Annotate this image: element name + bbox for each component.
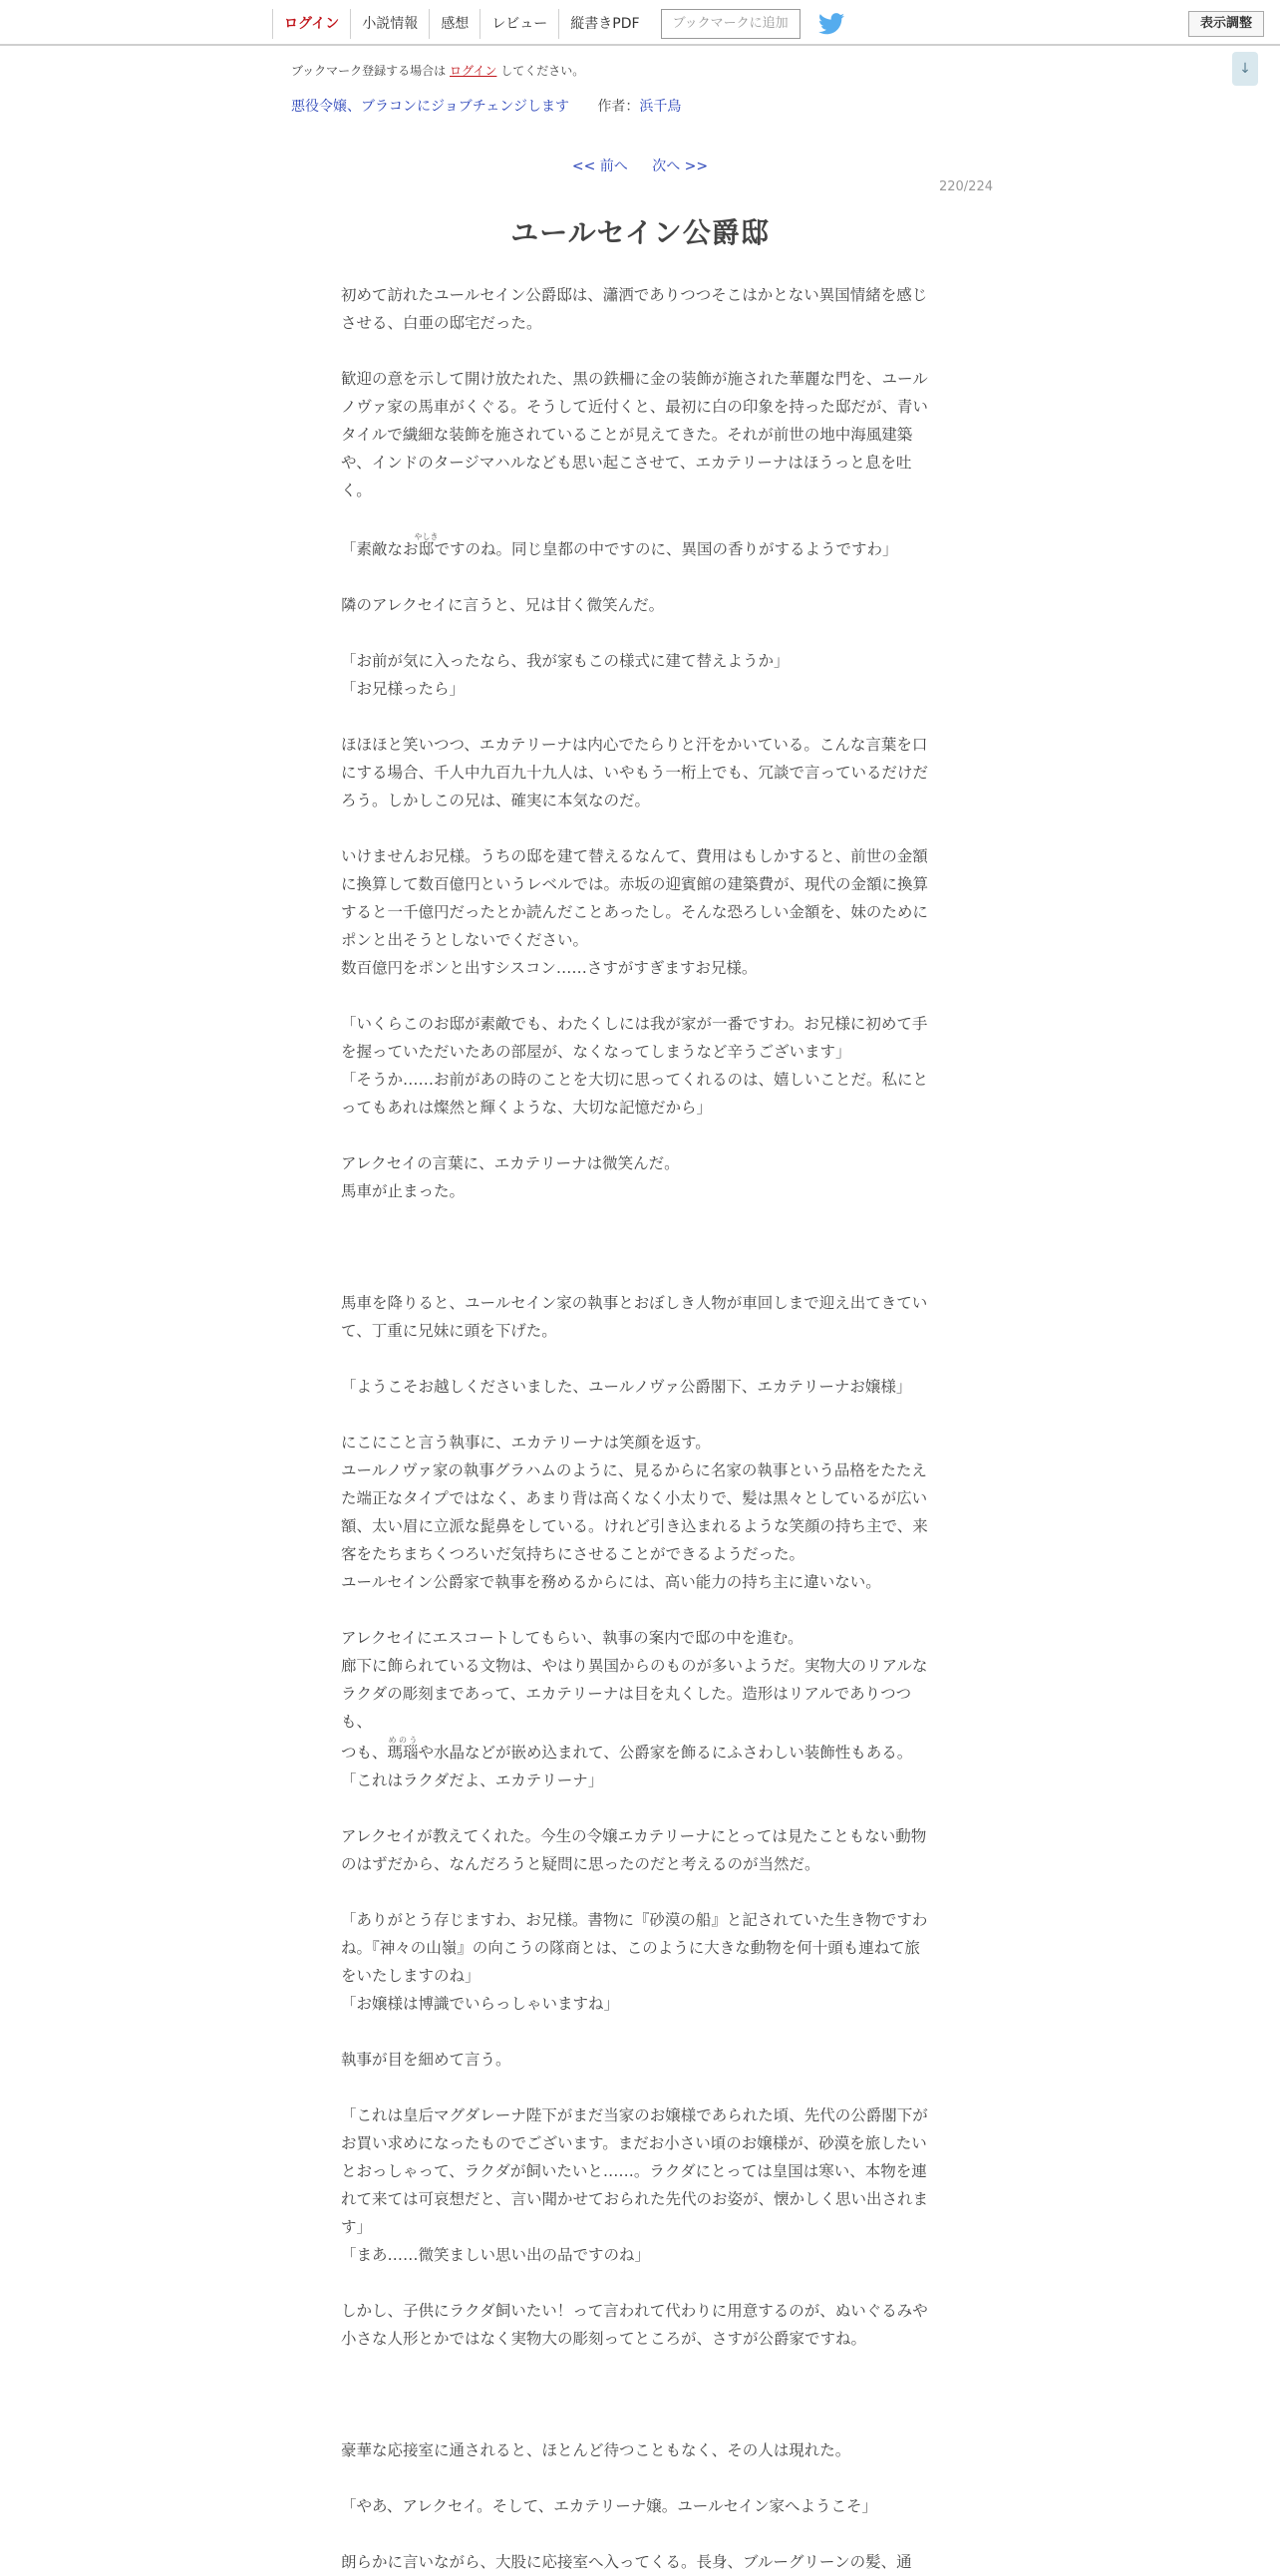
paragraph [341,1261,935,1289]
ruby-base: 邸 [414,540,439,558]
paragraph: アレクセイにエスコートしてもらい、執事の案内で邸の中を進む。 [341,1629,803,1647]
paragraph: ほほほと笑いつつ、エカテリーナは内心でたらりと汗をかいている。こんな言葉を口にする場合、千人中九百九十九人は、いやもう一桁上でも、冗談で言っているだけだろう。しかしこの兄は、確実に本気なのだ。 [341,736,929,809]
nav-vertical-pdf-link[interactable]: 縦書きPDF [558,9,650,39]
paragraph [341,2464,935,2492]
paragraph [341,1878,935,1906]
scroll-down-button[interactable]: ↓ [1232,52,1258,86]
nav-login-link[interactable]: ログイン [272,9,350,39]
paragraph [341,703,935,731]
top-navigation-bar [0,0,1280,46]
nav-impressions-link[interactable]: 感想 [429,9,480,39]
paragraph: 「ようこそお越しくださいました、ユールノヴァ公爵閣下、エカテリーナお嬢様」 [341,1378,912,1396]
menou-before: つも、 [341,1744,388,1762]
paragraph: 「まあ……微笑ましい思い出の品ですのね」 [341,2246,651,2264]
yashiki-ruby [414,532,439,558]
paragraph: 「これはラクダだよ、エカテリーナ」 [341,1771,604,1789]
paragraph: 「いくらこのお邸が素敵でも、わたくしには我が家が一番ですわ。お兄様に初めて手を握っていただいたあの部屋が、なくなってしまうなど辛うございます」 [341,1015,928,1061]
bookmark-note-login-link[interactable]: ログイン [450,64,497,78]
paragraph [341,619,935,647]
twitter-bird-icon[interactable] [818,13,844,35]
paragraph-with-ruby [341,1736,935,1767]
paragraph [341,1205,935,1233]
paragraph [341,563,935,591]
paragraph [341,1345,935,1373]
paragraph: 廊下に飾られている文物は、やはり異国からのものが多いようだ。実物大のリアルなラクダの彫刻まであって、エカテリーナは目を丸くした。造形はリアルでありつつも、 [341,1657,928,1731]
compliment-before: 「素敵なお [341,540,419,558]
bookmark-note-suffix: してください。 [500,64,585,78]
paragraph: 「ありがとう存じますわ、お兄様。書物に『砂漠の船』と記されていた生き物ですわね。『神々の山嶺』の向こうの隊商とは、このように大きな動物を何十頭も連ねて旅をいたしますのね」 [341,1911,928,1985]
chapter-pager [0,156,1280,175]
paragraph: 「お兄様ったら」 [341,680,466,698]
paragraph: 隣のアレクセイに言うと、兄は甘く微笑んだ。 [341,596,665,614]
nav-review-link[interactable]: レビュー [480,9,558,39]
paragraph: 執事が目を細めて言う。 [341,2051,511,2069]
author-label: 作者： [597,99,640,115]
chapter-count: 220/224 [938,179,993,194]
ruby-base: 瑪瑙 [387,1744,419,1762]
paragraph [341,2520,935,2548]
paragraph [341,504,935,532]
bookmark-login-note [291,62,584,79]
ruby-reading: やしき [414,532,439,541]
paragraph: アレクセイの言葉に、エカテリーナは微笑んだ。 [341,1154,680,1172]
paragraph: 「これは皇后マグダレーナ陛下がまだ当家のお嬢様であられた頃、先代の公爵閣下がお買い求めになったものでございます。まだお小さい頃のお嬢様が、砂漠を旅したいとおっしゃって、ラクダが飼いたいと……。ラクダにとっては皇国は寒い、本物を連れて来ては可哀想だと、言い聞かせておられた先代のお姿が、懐かしく思い出されます」 [341,2106,929,2236]
nav-novel-info-link[interactable]: 小説情報 [350,9,429,39]
add-bookmark-button[interactable]: ブックマークに追加 [661,9,800,39]
paragraph: 馬車が止まった。 [341,1182,466,1200]
menou-after: や水晶などが嵌め込まれて、公爵家を飾るにふさわしい装飾性もある。 [418,1744,913,1762]
display-settings-button[interactable]: 表示調整 [1188,11,1264,37]
paragraph: ユールノヴァ家の執事グラハムのように、見るからに名家の執事という品格をたたえた端正なタイプではなく、あまり背は高くなく小太りで、髪は黒々としているが広い額、太い眉に立派な髭鼻をしている。けれど引き込まれるような笑顔の持ち主で、来客をたちまちくつろいだ気持ちにさせることができるようだった。 [341,1461,928,1563]
paragraph [341,1794,935,1822]
paragraph: にこにこと言う執事に、エカテリーナは笑顔を返す。 [341,1434,711,1451]
paragraph: 歓迎の意を示して開け放たれた、黒の鉄柵に金の装飾が施された華麗な門を、ユールノヴァ家の馬車がくぐる。そうして近付くと、最初に白の印象を持った邸だが、青いタイルで繊細な装飾を施されていることが見えてきた。それが前世の地中海風建築や、インドのタージマハルなども思い起こさせて、エカテリーナはほうっと息を吐く。 [341,370,928,499]
menou-ruby [387,1736,419,1762]
ruby-reading: めのう [387,1736,419,1745]
paragraph [341,337,935,365]
author-link[interactable]: 浜千鳥 [639,99,682,115]
paragraph [341,2353,935,2381]
paragraph: ユールセイン公爵家で執事を務めるからには、高い能力の持ち主に違いない。 [341,1573,881,1591]
paragraph: しかし、子供にラクダ飼いたい！って言われて代わりに用意するのが、ぬいぐるみや小さな人形とかではなく実物大の彫刻ってところが、さすが公爵家ですね。 [341,2302,928,2348]
paragraph: 数百億円をポンと出すシスコン……さすがすぎますお兄様。 [341,959,758,977]
paragraph: 初めて訪れたユールセイン公爵邸は、瀟洒でありつつそこはかとない異国情緒を感じさせる、白亜の邸宅だった。 [341,286,928,332]
paragraph: 朗らかに言いながら、大股に応接室へ入ってくる。長身、ブルーグリーンの髪、通 [341,2553,912,2571]
paragraph [341,2018,935,2046]
paragraph: 「やあ、アレクセイ。そして、エカテリーナ嬢。ユールセイン家へようこそ」 [341,2497,878,2515]
compliment-after: ですのね。同じ皇都の中ですのに、異国の香りがするようですわ」 [434,540,898,558]
paragraph: アレクセイが教えてくれた。今生の令嬢エカテリーナにとっては見たこともない動物のはずだから、なんだろうと疑問に思ったのだと考えるのが当然だ。 [341,1827,927,1873]
paragraph: 馬車を降りると、ユールセイン家の執事とおぼしき人物が車回しまで迎え出てきていて、丁重に兄妹に頭を下げた。 [341,1294,928,1340]
paragraph [341,2381,935,2409]
bookmark-note-prefix: ブックマーク登録する場合は [291,64,447,78]
paragraph [341,1122,935,1149]
paragraph: 「お前が気に入ったなら、我が家もこの様式に建て替えようか」 [341,652,790,670]
paragraph [341,982,935,1010]
paragraph [341,2269,935,2297]
next-chapter-link[interactable]: 次へ >> [652,159,709,174]
paragraph [341,1401,935,1429]
prev-chapter-link[interactable]: << 前へ [571,159,628,174]
paragraph: 「そうか……お前があの時のことを大切に思ってくれるのは、嬉しいことだ。私にとってもあれは燦然と輝くような、大切な記憶だから」 [341,1071,929,1117]
chapter-body [341,281,935,2576]
paragraph: 豪華な応接室に通されると、ほとんど待つこともなく、その人は現れた。 [341,2441,851,2459]
novel-info-line [291,96,681,116]
nav-menu [272,7,844,41]
chapter-title: ユールセイン公爵邸 [510,216,770,249]
paragraph [341,1596,935,1624]
novel-title-link[interactable]: 悪役令嬢、ブラコンにジョブチェンジします [291,99,569,115]
paragraph [341,1233,935,1261]
paragraph [341,814,935,842]
paragraph [341,2409,935,2436]
paragraph-with-ruby [341,532,935,563]
paragraph: 「お嬢様は博識でいらっしゃいますね」 [341,1995,620,2013]
paragraph [341,2074,935,2101]
paragraph: いけませんお兄様。うちの邸を建て替えるなんて、費用はもしかすると、前世の金額に換算して数百億円というレベルでは。赤坂の迎賓館の建築費が、現代の金額に換算すると一千億円だったとか読んだことあったし。そんな恐ろしい金額を、妹のためにポンと出そうとしないでください。 [341,847,929,949]
